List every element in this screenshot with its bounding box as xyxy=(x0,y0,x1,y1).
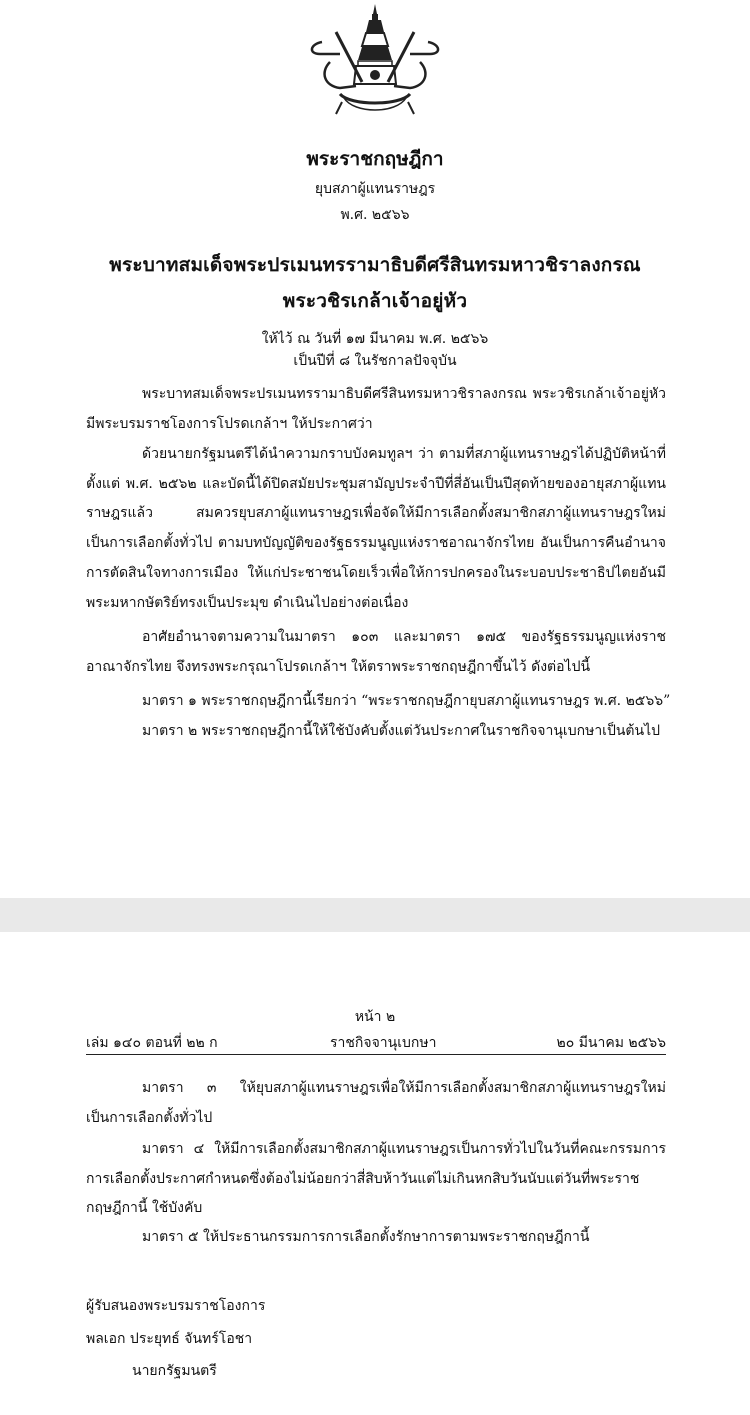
page-number: หน้า ๒ xyxy=(354,1009,396,1025)
signer-name: พลเอก ประยุทธ์ จันทร์โอชา xyxy=(86,1331,253,1347)
page-separator xyxy=(0,898,750,932)
header-rule xyxy=(86,1054,666,1055)
preamble-paragraph: พระบาทสมเด็จพระปรเมนทรรามาธิบดีศรีสินทรมหาวชิราลงกรณ พระวชิรเกล้าเจ้าอยู่หัว มีพระบรมราชโองการโปรดเกล้าฯ ให้ประกาศว่า xyxy=(86,386,666,432)
gazette-page-2 xyxy=(0,932,750,1415)
section-3: มาตรา ๓ ให้ยุบสภาผู้แทนราษฎรเพื่อให้มีการเลือกตั้งสมาชิกสภาผู้แทนราษฎรใหม่ เป็นการเลือกตั้งทั่วไป xyxy=(86,1080,666,1126)
section-2: มาตรา ๒ พระราชกฤษฎีกานี้ให้ใช้บังคับตั้งแต่วันประกาศในราชกิจจานุเบกษาเป็นต้นไป xyxy=(142,723,661,739)
publish-date: ๒๐ มีนาคม ๒๕๖๖ xyxy=(556,1035,666,1051)
authority-paragraph: อาศัยอำนาจตามความในมาตรา ๑๐๓ และมาตรา ๑๗๕ ของรัฐธรรมนูญแห่งราชอาณาจักรไทย จึงทรงพระกรุณาโปรดเกล้าฯ ให้ตราพระราชกฤษฎีกาขึ้นไว้ ดังต่อไปนี้ xyxy=(86,629,666,675)
gazette-name: ราชกิจจานุเบกษา xyxy=(330,1035,437,1051)
decree-subtitle: ยุบสภาผู้แทนราษฎร xyxy=(314,181,436,197)
section-5: มาตรา ๕ ให้ประธานกรรมการการเลือกตั้งรักษาการตามพระราชกฤษฎีกานี้ xyxy=(142,1229,590,1245)
king-title-line1: พระบาทสมเด็จพระปรเมนทรรามาธิบดีศรีสินทรมหาวชิราลงกรณ xyxy=(109,254,641,276)
section-4: มาตรา ๔ ให้มีการเลือกตั้งสมาชิกสภาผู้แทนราษฎรเป็นการทั่วไปในวันที่คณะกรรมการ การเลือกตั้งประกาศกำหนดซึ่งต้องไม่น้อยกว่าสี่สิบห้าวันแต่ไม่เกินหกสิบวันนับแต่วันที่พระราชกฤษฎีกานี้ ใช้บังคับ xyxy=(86,1141,666,1217)
decree-title: พระราชกฤษฎีกา xyxy=(306,148,444,170)
signer-title: นายกรัฐมนตรี xyxy=(132,1363,217,1379)
section-1: มาตรา ๑ พระราชกฤษฎีกานี้เรียกว่า “พระราชกฤษฎีกายุบสภาผู้แทนราษฎร พ.ศ. ๒๕๖๖” xyxy=(142,693,671,709)
decree-year: พ.ศ. ๒๕๖๖ xyxy=(340,207,410,223)
reign-year: เป็นปีที่ ๘ ในรัชกาลปัจจุบัน xyxy=(293,353,457,369)
king-title-line2: พระวชิรเกล้าเจ้าอยู่หัว xyxy=(282,290,468,312)
given-date: ให้ไว้ ณ วันที่ ๑๗ มีนาคม พ.ศ. ๒๕๖๖ xyxy=(261,331,489,347)
volume-number: เล่ม ๑๔๐ ตอนที่ ๒๒ ก xyxy=(86,1035,218,1051)
countersign-label: ผู้รับสนองพระบรมราชโองการ xyxy=(86,1298,266,1314)
royal-crown-emblem xyxy=(300,2,450,120)
reason-paragraph: ด้วยนายกรัฐมนตรีได้นำความกราบบังคมทูลฯ ว่า ตามที่สภาผู้แทนราษฎรได้ปฏิบัติหน้าที่ตั้งแต่ พ.ศ. ๒๕๖๒ และบัดนี้ได้ปิดสมัยประชุมสามัญประจำปีที่สี่อันเป็นปีสุดท้ายของอายุสภาผู้แทนราษฎรแล้ว สมควรยุบสภาผู้แทนราษฎรเพื่อจัดให้มีการเลือกตั้งสมาชิกสภาผู้แทนราษฎรใหม่เป็นการเลือกตั้งทั่วไป ตามบทบัญญัติของรัฐธรรมนูญแห่งราชอาณาจักรไทย อันเป็นการคืนอำนาจการตัดสินใจทางการเมือง ให้แก่ประชาชนโดยเร็วเพื่อให้การปกครองในระบอบประชาธิปไตยอันมีพระมหากษัตริย์ทรงเป็นประมุข ดำเนินไปอย่างต่อเนื่อง xyxy=(86,446,666,611)
